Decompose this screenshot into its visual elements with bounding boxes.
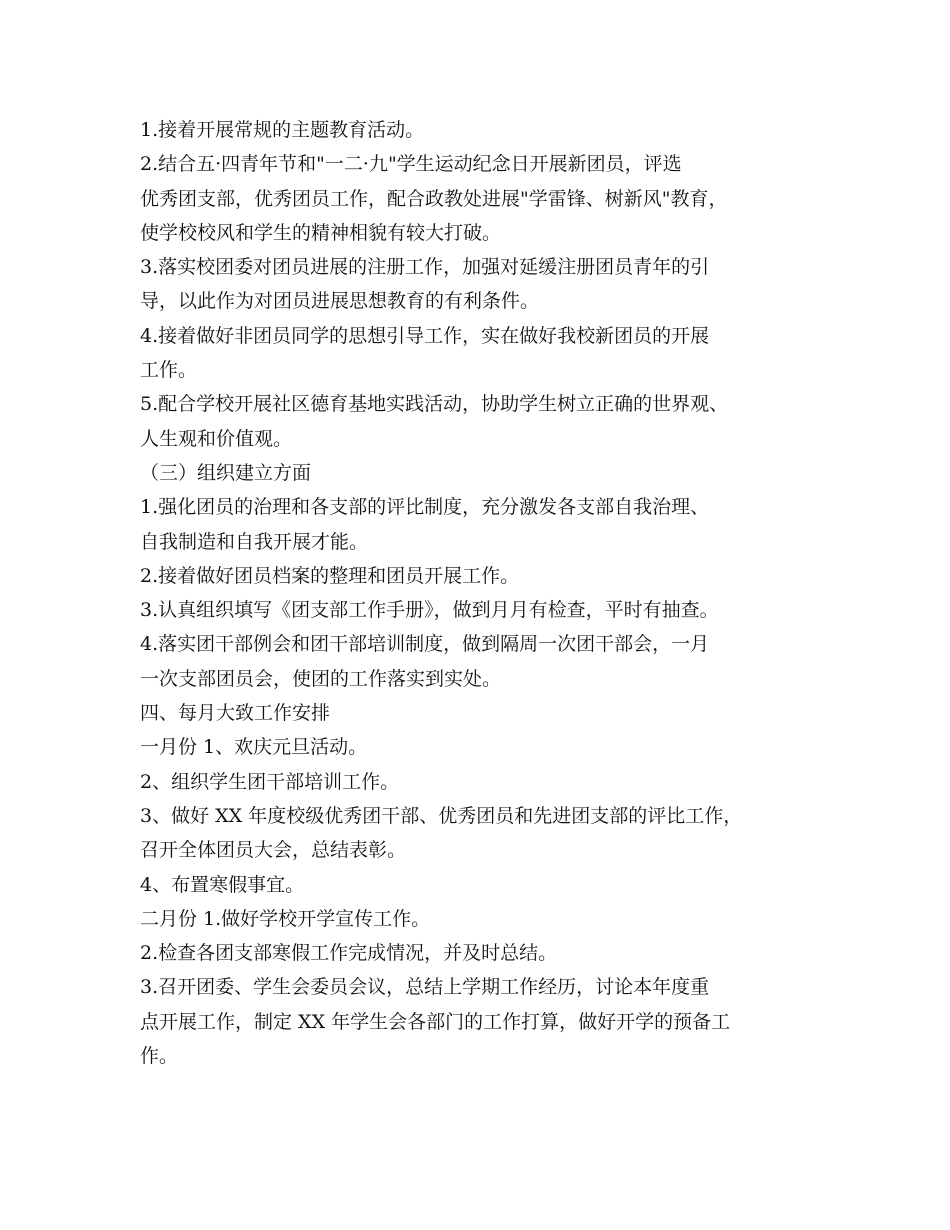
text-line: 3.落实校团委对团员进展的注册工作，加强对延缓注册团员青年的引 [140, 256, 710, 279]
text-line: 1.接着开展常规的主题教育活动。 [140, 119, 425, 141]
text-line: 召开全体团员大会，总结表彰。 [140, 839, 407, 862]
text-line: 一次支部团员会，使团的工作落实到实处。 [140, 667, 502, 690]
text-line: 4.接着做好非团员同学的思想引导工作，实在做好我校新团员的开展 [140, 324, 710, 347]
text-line: 1.强化团员的治理和各支部的评比制度，充分激发各支部自我治理、 [140, 496, 710, 519]
text-line: 使学校校风和学生的精神相貌有较大打破。 [140, 221, 502, 244]
text-line: 导，以此作为对团员进展思想教育的有利条件。 [140, 290, 540, 313]
text-line: 4、布置寒假事宜。 [140, 873, 305, 896]
text-line: 4.落实团干部例会和团干部培训制度，做到隔周一次团干部会，一月 [140, 633, 710, 656]
text-line: 优秀团支部，优秀团员工作，配合政教处进展"学雷锋、树新风"教育， [140, 187, 728, 210]
text-line: 二月份 1.做好学校开学宣传工作。 [140, 907, 431, 930]
text-line: 点开展工作，制定 XX 年学生会各部门的工作打算，做好开学的预备工 [140, 1010, 731, 1033]
text-line: 工作。 [140, 359, 198, 382]
text-line: 一月份 1、欢庆元旦活动。 [140, 736, 368, 759]
document-body [140, 113, 830, 1073]
text-line: 5.配合学校开展社区德育基地实践活动，协助学生树立正确的世界观、 [140, 393, 729, 416]
text-line: 自我制造和自我开展才能。 [140, 530, 369, 553]
text-line: 人生观和价值观。 [140, 427, 293, 450]
text-line: 作。 [140, 1045, 179, 1068]
text-line: 2、组织学生团干部培训工作。 [140, 770, 400, 793]
text-line: 3、做好 XX 年度校级优秀团干部、优秀团员和先进团支部的评比工作， [140, 804, 743, 827]
text-line: 2.接着做好团员档案的整理和团员开展工作。 [140, 564, 520, 587]
section-heading: 四、每月大致工作安排 [140, 702, 331, 725]
section-heading: （三）组织建立方面 [140, 461, 312, 484]
text-line: 2.检查各团支部寒假工作完成情况，并及时总结。 [140, 942, 558, 965]
text-line: 2.结合五·四青年节和"一二·九"学生运动纪念日开展新团员，评选 [140, 153, 682, 176]
text-line: 3.认真组织填写《团支部工作手册》，做到月月有检查，平时有抽查。 [140, 599, 719, 622]
text-line: 3.召开团委、学生会委员会议，总结上学期工作经历，讨论本年度重 [140, 976, 710, 999]
